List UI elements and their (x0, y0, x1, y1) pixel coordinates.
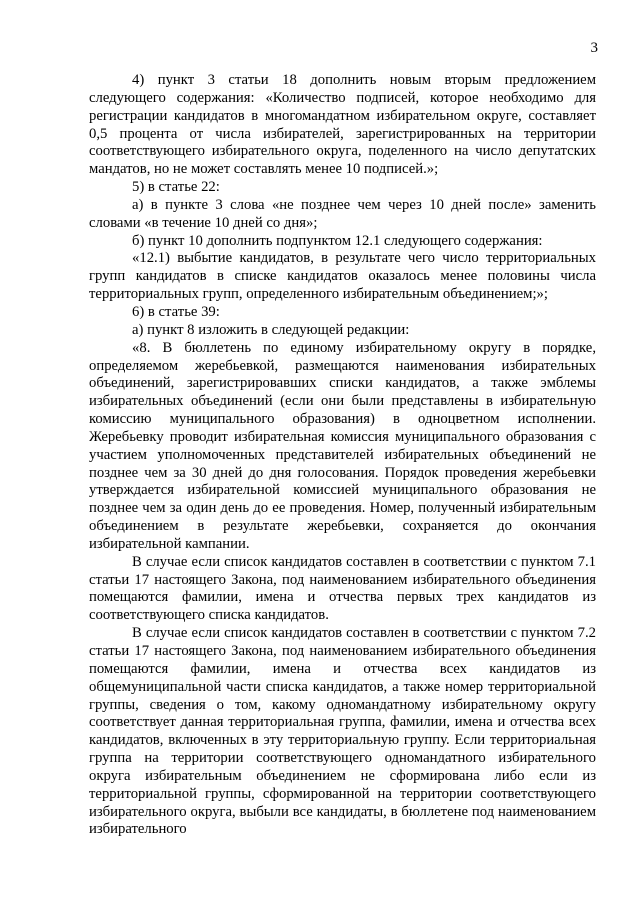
paragraph: В случае если список кандидатов составлен в соответствии с пунктом 7.2 статьи 17 настоящего Закона, под наименованием избирательного объединения помещаются фамилии, имена и отчества всех кандидатов из общемуниципальной части списка кандидатов, а также номер территориальной группы, сведения о том, какому одномандатному избирательному округу соответствует данная территориальная группа, фамилии, имена и отчества всех кандидатов, включенных в эту территориальную группу. Если территориальная группа на территории соответствующего одномандатного избирательного округа избирательным объединением не сформирована либо если из территориальной группы, сформированной на территории соответствующего избирательного округа, выбыли все кандидаты, в бюллетене под наименованием избирательного (89, 625, 596, 838)
paragraph: «12.1) выбытие кандидатов, в результате чего число территориальных групп кандидатов в списке кандидатов оказалось менее половины числа территориальных групп, определенного избирательным объединением;»; (89, 250, 596, 303)
paragraph: 6) в статье 39: (132, 303, 220, 320)
paragraph: а) пункт 8 изложить в следующей редакции: (132, 321, 410, 338)
paragraph: 5) в статье 22: (132, 179, 220, 196)
page-number: 3 (590, 40, 598, 56)
paragraph: В случае если список кандидатов составлен в соответствии с пунктом 7.1 статьи 17 настоящего Закона, под наименованием избирательного объединения помещаются фамилии, имена и отчества первых трех кандидатов из соответствующего списка кандидатов. (89, 553, 596, 624)
paragraph: б) пункт 10 дополнить подпунктом 12.1 следующего содержания: (132, 232, 543, 249)
body-text (89, 72, 596, 839)
paragraph: а) в пункте 3 слова «не позднее чем через 10 дней после» заменить словами «в течение 10 дней со дня»; (89, 196, 596, 231)
paragraph: «8. В бюллетень по единому избирательному округу в порядке, определяемом жеребьевкой, размещаются наименования избирательных объединений, зарегистрировавших списки кандидатов, а также эмблемы избирательных объединений (если они были представлены в избирательную комиссию муниципального образования) в одноцветном исполнении. Жеребьевку проводит избирательная комиссия муниципального образования с участием уполномоченных представителей избирательных объединений не позднее чем за 30 дней до дня голосования. Порядок проведения жеребьевки утверждается избирательной комиссией муниципального образования не позднее чем за один день до ее проведения. Номер, полученный избирательным объединением в результате жеребьевки, сохраняется до окончания избирательной кампании. (89, 339, 596, 552)
paragraph: 4) пункт 3 статьи 18 дополнить новым вторым предложением следующего содержания: «Количество подписей, которое необходимо для регистрации кандидатов в многомандатном избирательном округе, составляет 0,5 процента от числа избирателей, зарегистрированных на территории соответствующего избирательного округа, поделенного на число депутатских мандатов, но не может составлять менее 10 подписей.»; (89, 72, 596, 178)
